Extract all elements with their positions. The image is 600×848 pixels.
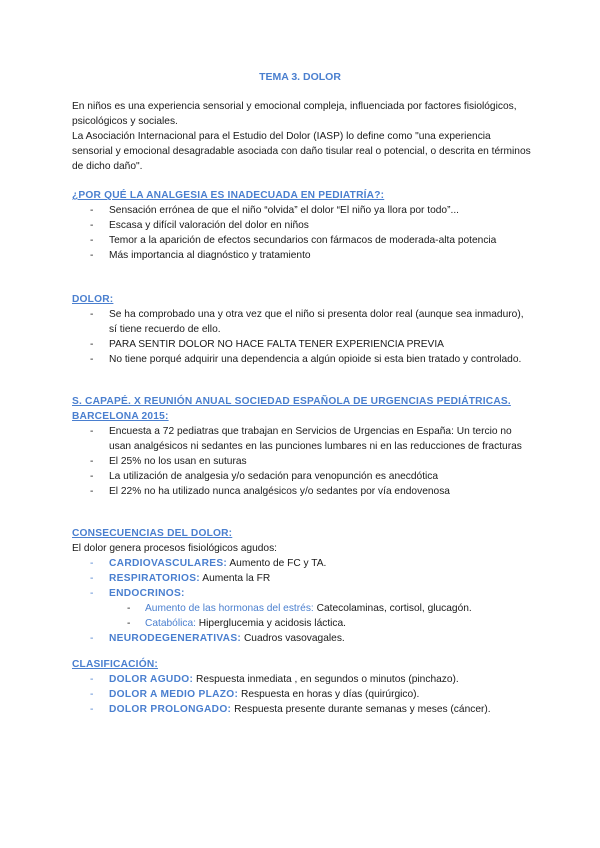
list-item: - El 25% no los usan en suturas <box>72 454 532 469</box>
list-item: - Encuesta a 72 pediatras que trabajan en Servicios de Urgencias en España: Un tercio no usan analgésicos ni sedantes en las punciones lumbares ni en las reducciones de fracturas <box>72 424 532 454</box>
list-item <box>72 571 532 586</box>
list-item <box>72 672 532 687</box>
list-item <box>72 702 532 717</box>
clasificacion-list <box>72 672 532 717</box>
intro-paragraph-2: La Asociación Internacional para el Estudio del Dolor (IASP) lo define como "una experiencia sensorial y emocional desagradable asociada con daño tisular real o potencial, o descrita en términos de dicho daño". <box>72 131 531 172</box>
sub2-label: Catabólica: <box>145 618 196 629</box>
consecuencias-section <box>72 526 532 646</box>
sub1-text: Catecolaminas, cortisol, glucagón. <box>313 603 472 614</box>
cardio-text: Aumento de FC y TA. <box>227 558 327 569</box>
page-title: TEMA 3. DOLOR <box>259 71 341 83</box>
resp-label: RESPIRATORIOS: <box>109 573 200 584</box>
clasificacion-heading: CLASIFICACIÓN: <box>72 659 158 670</box>
cardio-label: CARDIOVASCULARES: <box>109 558 228 569</box>
list-item <box>72 631 532 646</box>
list-item <box>72 687 532 702</box>
sub-list-item <box>109 601 532 616</box>
medio-label: DOLOR A MEDIO PLAZO: <box>109 689 239 700</box>
dolor-list <box>72 307 532 367</box>
sub-list-item <box>109 616 532 631</box>
analgesia-list <box>72 203 532 263</box>
clasificacion-section <box>72 657 532 717</box>
consecuencias-heading: CONSECUENCIAS DEL DOLOR: <box>72 528 233 539</box>
consecuencias-list <box>72 556 532 646</box>
agudo-text: Respuesta inmediata , en segundos o minutos (pinchazo). <box>193 674 459 685</box>
prolongado-text: Respuesta presente durante semanas y meses (cáncer). <box>231 704 491 715</box>
capape-section <box>72 394 532 499</box>
endo-sublist <box>109 601 532 631</box>
list-item <box>72 556 532 571</box>
analgesia-section <box>72 188 532 263</box>
list-item: - Sensación errónea de que el niño “olvida” el dolor “El niño ya llora por todo”... <box>72 203 532 218</box>
list-item: - Temor a la aparición de efectos secundarios con fármacos de moderada-alta potencia <box>72 233 532 248</box>
list-item: - El 22% no ha utilizado nunca analgésicos y/o sedantes por vía endovenosa <box>72 484 532 499</box>
consecuencias-lead: El dolor genera procesos fisiológicos agudos: <box>72 543 278 554</box>
list-item <box>72 586 532 631</box>
dolor-section <box>72 292 532 367</box>
list-item: - Más importancia al diagnóstico y tratamiento <box>72 248 532 263</box>
list-item: - No tiene porqué adquirir una dependencia a algún opioide si esta bien tratado y controlado. <box>72 352 532 367</box>
list-item: - Escasa y difícil valoración del dolor en niños <box>72 218 532 233</box>
list-item: - Se ha comprobado una y otra vez que el niño si presenta dolor real (aunque sea inmaduro), sí tiene recuerdo de ello. <box>72 307 532 337</box>
sub1-label: Aumento de las hormonas del estrés: <box>145 603 314 614</box>
capape-heading: S. CAPAPÉ. X REUNIÓN ANUAL SOCIEDAD ESPAÑOLA DE URGENCIAS PEDIÁTRICAS. BARCELONA 2015: <box>72 396 511 422</box>
neuro-text: Cuadros vasovagales. <box>241 633 345 644</box>
intro-paragraph-1: En niños es una experiencia sensorial y emocional compleja, influenciada por factores fisiológicos, psicológicos y sociales. <box>72 101 517 127</box>
resp-text: Aumenta la FR <box>200 573 271 584</box>
neuro-label: NEURODEGENERATIVAS: <box>109 633 242 644</box>
analgesia-heading: ¿POR QUÉ LA ANALGESIA ES INADECUADA EN PEDIATRÍA?: <box>72 190 385 201</box>
dolor-heading: DOLOR: <box>72 294 114 305</box>
medio-text: Respuesta en horas y días (quirúrgico). <box>238 689 420 700</box>
sub2-text: Hiperglucemia y acidosis láctica. <box>195 618 347 629</box>
list-item: - La utilización de analgesia y/o sedación para venopunción es anecdótica <box>72 469 532 484</box>
list-item: - PARA SENTIR DOLOR NO HACE FALTA TENER EXPERIENCIA PREVIA <box>72 337 532 352</box>
intro-section <box>72 99 532 174</box>
capape-list <box>72 424 532 499</box>
agudo-label: DOLOR AGUDO: <box>109 674 194 685</box>
endo-label: ENDOCRINOS: <box>109 588 185 599</box>
prolongado-label: DOLOR PROLONGADO: <box>109 704 232 715</box>
